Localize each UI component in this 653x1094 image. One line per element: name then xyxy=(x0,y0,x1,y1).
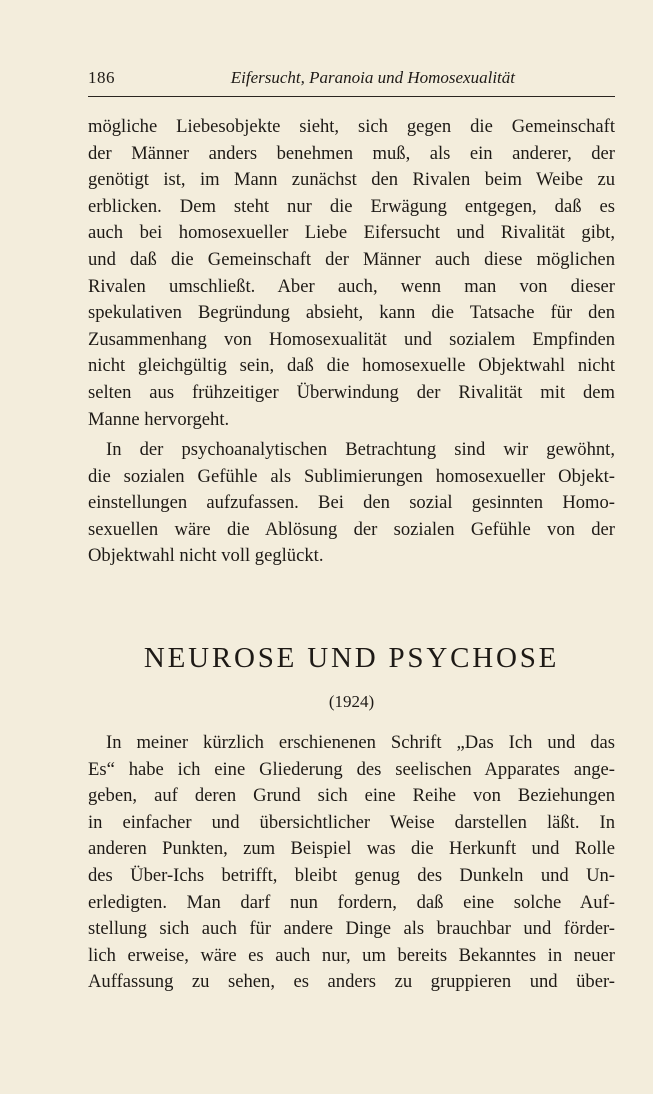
paragraph-continuation xyxy=(88,114,615,433)
text-line: in einfacher und übersichtlicher Weise darstellen läßt. In xyxy=(88,811,615,833)
text-line: Objektwahl nicht voll geglückt. xyxy=(88,545,324,567)
text-line: mögliche Liebesobjekte sieht, sich gegen die Gemeinschaft xyxy=(88,116,615,137)
text-line: auch bei homosexueller Liebe Eifersucht und Rivalität gibt, xyxy=(88,222,615,244)
text-line: In meiner kürzlich erschienenen Schrift „Das Ich und das xyxy=(106,732,615,753)
section-title: NEUROSE UND PSYCHOSE xyxy=(143,642,560,674)
text-line: sexuellen wäre die Ablösung der sozialen Gefühle von der xyxy=(88,518,615,540)
text-line: der Männer anders benehmen muß, als ein anderer, der xyxy=(88,142,615,164)
text-line: spekulativen Begründung absieht, kann die Tatsache für den xyxy=(88,302,615,324)
text-line: einstellungen aufzufassen. Bei den sozial gesinnten Homo- xyxy=(88,492,615,514)
running-title: Eifersucht, Paranoia und Homosexualität xyxy=(230,68,515,87)
text-line: Zusammenhang von Homosexualität und sozialem Empfinden xyxy=(88,328,615,350)
text-line: erledigten. Man darf nun fordern, daß eine solche Auf- xyxy=(88,891,615,913)
text-line: Auffassung zu sehen, es anders zu gruppieren und über- xyxy=(88,971,615,993)
text-line: Es“ habe ich eine Gliederung des seelischen Apparates ange- xyxy=(88,758,615,780)
text-line: Rivalen umschließt. Aber auch, wenn man von dieser xyxy=(88,275,615,297)
page-number: 186 xyxy=(88,68,115,87)
page-header xyxy=(88,68,615,97)
text-line: lich erweise, wäre es auch nur, um bereits Bekanntes in neuer xyxy=(88,944,615,966)
text-line: des Über-Ichs betrifft, bleibt genug des Dunkeln und Un- xyxy=(88,864,615,886)
text-line: nicht gleichgültig sein, daß die homosexuelle Objektwahl nicht xyxy=(88,355,615,377)
text-line: und daß die Gemeinschaft der Männer auch diese möglichen xyxy=(88,248,615,270)
paragraph-opening xyxy=(88,730,615,996)
text-line: genötigt ist, im Mann zunächst den Rivalen beim Weibe zu xyxy=(88,169,615,191)
paragraph-sublimation xyxy=(88,437,615,570)
text-line: stellung sich auch für andere Dinge als brauchbar und förder- xyxy=(88,918,615,940)
text-line: selten aus frühzeitiger Überwindung der Rivalität mit dem xyxy=(88,381,615,403)
text-line: erblicken. Dem steht nur die Erwägung entgegen, daß es xyxy=(88,195,615,217)
text-line: anderen Punkten, zum Beispiel was die Herkunft und Rolle xyxy=(88,838,615,860)
text-line: die sozialen Gefühle als Sublimierungen homosexueller Objekt- xyxy=(88,465,615,487)
section-year: (1924) xyxy=(328,692,375,711)
text-line: Manne hervorgeht. xyxy=(88,408,230,430)
text-line: In der psychoanalytischen Betrachtung sind wir gewöhnt, xyxy=(106,439,615,460)
text-line: geben, auf deren Grund sich eine Reihe von Beziehungen xyxy=(88,785,615,807)
